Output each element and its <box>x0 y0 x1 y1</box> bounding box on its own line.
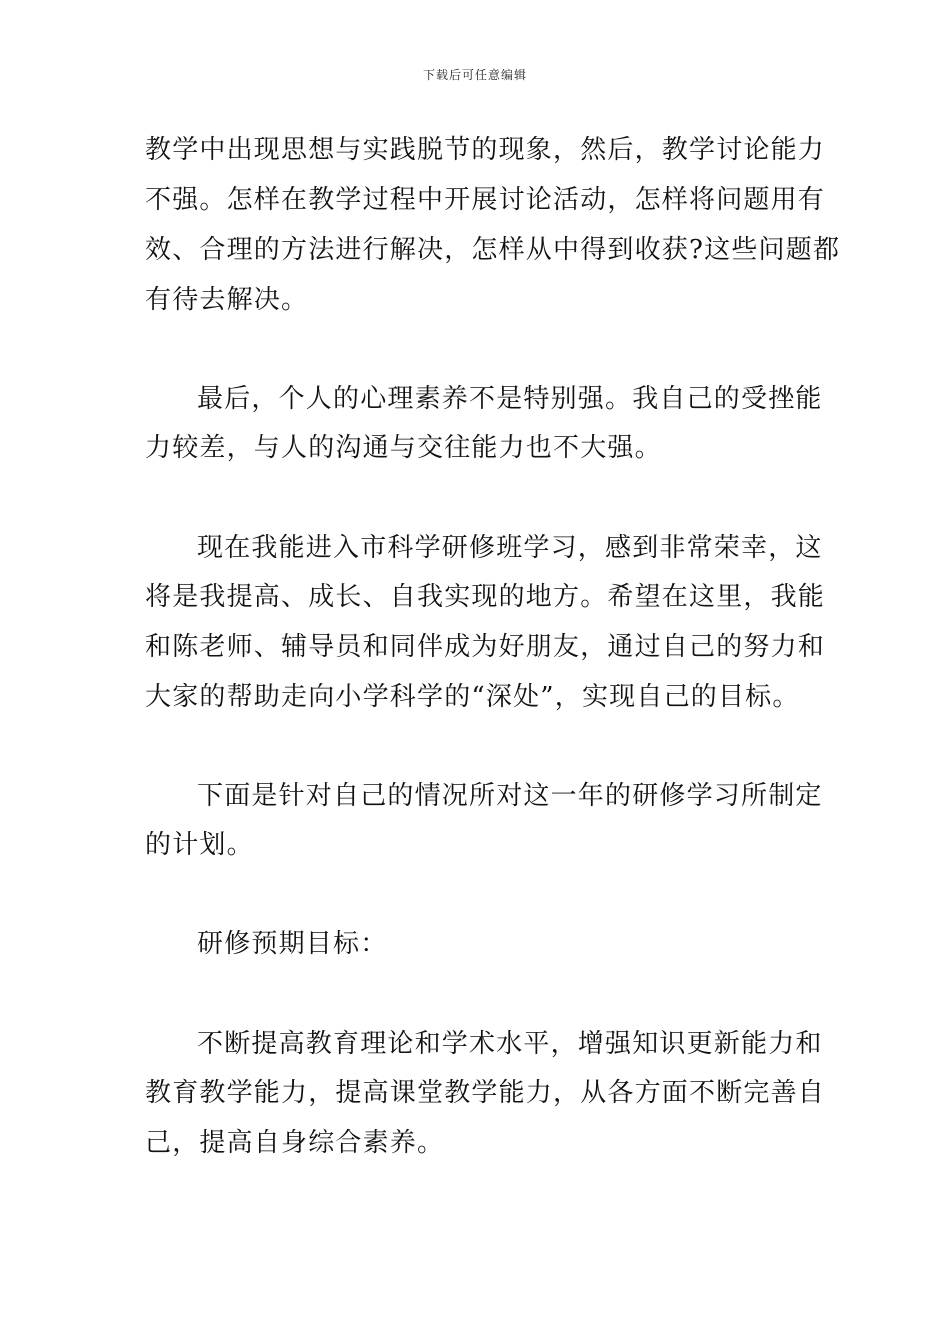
paragraph-6-line-3: 己，提高自身综合素养。 <box>145 1128 445 1158</box>
paragraph-1-line-1: 教学中出现思想与实践脱节的现象，然后，教学讨论能力 <box>145 135 826 165</box>
page-header: 下载后可任意编辑 <box>422 68 527 82</box>
paragraph-3-line-3: 和陈老师、辅导员和同伴成为好朋友，通过自己的努力和 <box>145 632 826 662</box>
paragraph-5-line-1: 研修预期目标： <box>197 929 388 959</box>
paragraph-2-line-1: 最后，个人的心理素养不是特别强。我自己的受挫能 <box>197 384 823 414</box>
paragraph-1-line-3: 效、合理的方法进行解决，怎样从中得到收获?这些问题都 <box>145 235 841 265</box>
paragraph-3-line-1: 现在我能进入市科学研修班学习，感到非常荣幸，这 <box>197 533 823 563</box>
paragraph-3-line-2: 将是我提高、成长、自我实现的地方。希望在这里，我能 <box>145 582 826 612</box>
paragraph-4-line-2: 的计划。 <box>145 830 254 860</box>
paragraph-1-line-2: 不强。怎样在教学过程中开展讨论活动，怎样将问题用有 <box>145 185 826 215</box>
paragraph-2-line-2: 力较差，与人的沟通与交往能力也不大强。 <box>145 433 662 463</box>
paragraph-6-line-2: 教育教学能力，提高课堂教学能力，从各方面不断完善自 <box>145 1078 826 1108</box>
paragraph-6-line-1: 不断提高教育理论和学术水平，增强知识更新能力和 <box>197 1029 823 1059</box>
paragraph-1-line-4: 有待去解决。 <box>145 285 309 315</box>
paragraph-3-line-4: 大家的帮助走向小学科学的“深处”，实现自己的目标。 <box>145 682 800 712</box>
paragraph-4-line-1: 下面是针对自己的情况所对这一年的研修学习所制定 <box>197 781 823 811</box>
